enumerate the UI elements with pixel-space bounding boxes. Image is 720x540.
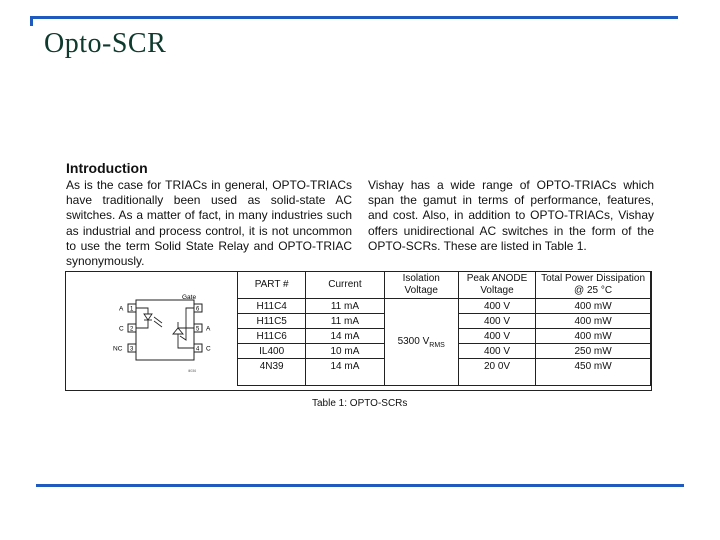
bottom-rule [36, 484, 684, 487]
peak-cell: 400 V [458, 299, 535, 314]
part-cell: IL400 [238, 344, 306, 359]
part-cell: H11C4 [238, 299, 306, 314]
intro-left-paragraph: As is the case for TRIACs in general, OPTO-TRIACs have traditionally been used as solid-state AC switches. As a matter of fact, in many industries such as industrial and process control, it is not uncommon to use the term Solid State Relay and OPTO-TRIAC synonymously. [66, 178, 352, 269]
power-cell: 250 mW [536, 344, 651, 359]
anode-left-label: A [119, 305, 124, 313]
pin-1-label: 1 [130, 306, 134, 313]
slide-title: Opto-SCR [44, 28, 167, 59]
header-isolation: Isolation Voltage [384, 272, 458, 299]
current-cell: 14 mA [306, 329, 384, 344]
table-header-row [238, 272, 651, 299]
current-cell: 14 mA [306, 359, 384, 386]
top-rule-tick [30, 16, 33, 26]
intro-heading: Introduction [66, 160, 148, 176]
current-cell: 11 mA [306, 299, 384, 314]
part-cell: H11C6 [238, 329, 306, 344]
isolation-unit-sub: RMS [429, 341, 445, 349]
opto-scr-schematic [110, 290, 230, 390]
parts-table [237, 271, 651, 386]
nc-label: NC [113, 345, 123, 353]
peak-cell: 400 V [458, 344, 535, 359]
pin-4-label: 4 [196, 346, 200, 353]
scr-thyristor-icon [173, 328, 183, 334]
intro-right-paragraph: Vishay has a wide range of OPTO-TRIACs which span the gamut in terms of performance, features, and cost. Also, in addition to OPTO-TRIACs, Vishay offers unidirectional AC switches in the form of the OPTO-SCRs. These are listed in Table 1. [368, 178, 654, 253]
current-cell: 10 mA [306, 344, 384, 359]
peak-cell: 400 V [458, 314, 535, 329]
header-peak-anode: Peak ANODE Voltage [458, 272, 535, 299]
header-part: PART # [238, 272, 306, 299]
opto-scr-table [65, 271, 652, 391]
power-cell: 400 mW [536, 329, 651, 344]
svg-text:iil036: iil036 [188, 369, 197, 373]
part-cell: 4N39 [238, 359, 306, 386]
led-diode-icon [144, 314, 152, 320]
power-cell: 400 mW [536, 299, 651, 314]
peak-cell: 400 V [458, 329, 535, 344]
gate-label: Gate [182, 294, 197, 301]
isolation-cell [384, 299, 458, 386]
cathode-right-label: C [206, 345, 211, 353]
isolation-value: 5300 V [397, 335, 430, 347]
power-cell: 450 mW [536, 359, 651, 386]
pin-2-label: 2 [130, 326, 134, 333]
table-row [238, 299, 651, 314]
pin-5-label: 5 [196, 326, 200, 333]
pin-3-label: 3 [130, 346, 134, 353]
header-power: Total Power Dissipation @ 25 °C [536, 272, 651, 299]
cathode-left-label: C [119, 325, 124, 333]
table-caption: Table 1: OPTO-SCRs [312, 398, 408, 409]
top-rule [30, 16, 678, 19]
power-cell: 400 mW [536, 314, 651, 329]
current-cell: 11 mA [306, 314, 384, 329]
header-current: Current [306, 272, 384, 299]
pin-6-label: 6 [196, 306, 200, 313]
part-cell: H11C5 [238, 314, 306, 329]
anode-right-label: A [206, 325, 211, 333]
peak-cell: 20 0V [458, 359, 535, 386]
